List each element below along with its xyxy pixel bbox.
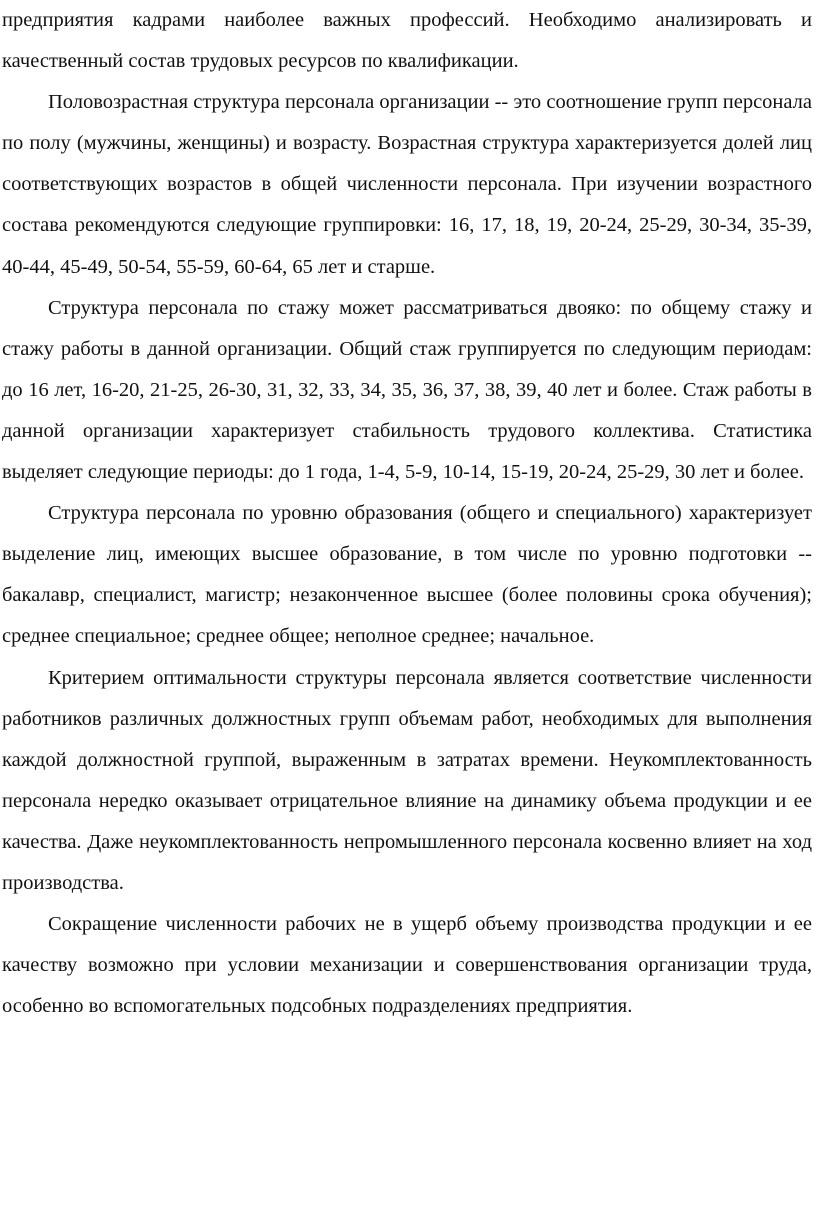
paragraph-education-structure: Структура персонала по уровню образования (общего и специального) характеризует выделение лиц, имеющих высшее образование, в том числе по уровню подготовки -- бакалавр, специалист, магистр; незаконченное высшее (более половины срока обучения); среднее специальное; среднее общее; неполное среднее; начальное. [2,502,812,648]
paragraph-workforce-reduction: Сокращение численности рабочих не в ущерб объему производства продукции и ее качеству возможно при условии механизации и совершенствования организации труда, особенно во вспомогательных подсобных подразделениях предприятия. [2,913,812,1018]
paragraph-experience-structure: Структура персонала по стажу может рассматриваться двояко: по общему стажу и стажу работы в данной организации. Общий стаж группируется по следующим периодам: до 16 лет, 16-20, 21-25, 26-30, 31, 32, 33, 34, 35, 36, 37, 38, 39, 40 лет и более. Стаж работы в данной организации характеризует стабильность трудового коллектива. Статистика выделяет следующие периоды: до 1 года, 1-4, 5-9, 10-14, 15-19, 20-24, 25-29, 30 лет и более. [2,296,812,484]
paragraph-optimality-criterion: Критерием оптимальности структуры персонала является соответствие численности работников различных должностных групп объемам работ, необходимых для выполнения каждой должностной группой, выраженным в затратах времени. Неукомплектованность персонала нередко оказывает отрицательное влияние на динамику объема продукции и ее качества. Даже неукомплектованность непромышленного персонала косвенно влияет на ход производства. [2,666,812,894]
paragraph-continuation: предприятия кадрами наиболее важных профессий. Необходимо анализировать и качественный состав трудовых ресурсов по квалификации. [2,9,812,73]
paragraph-age-sex-structure: Половозрастная структура персонала организации -- это соотношение групп персонала по полу (мужчины, женщины) и возрасту. Возрастная структура характеризуется долей лиц соответствующих возрастов в общей численности персонала. При изучении возрастного состава рекомендуются следующие группировки: 16, 17, 18, 19, 20-24, 25-29, 30-34, 35-39, 40-44, 45-49, 50-54, 55-59, 60-64, 65 лет и старше. [2,91,812,278]
document-page [2,0,812,1027]
